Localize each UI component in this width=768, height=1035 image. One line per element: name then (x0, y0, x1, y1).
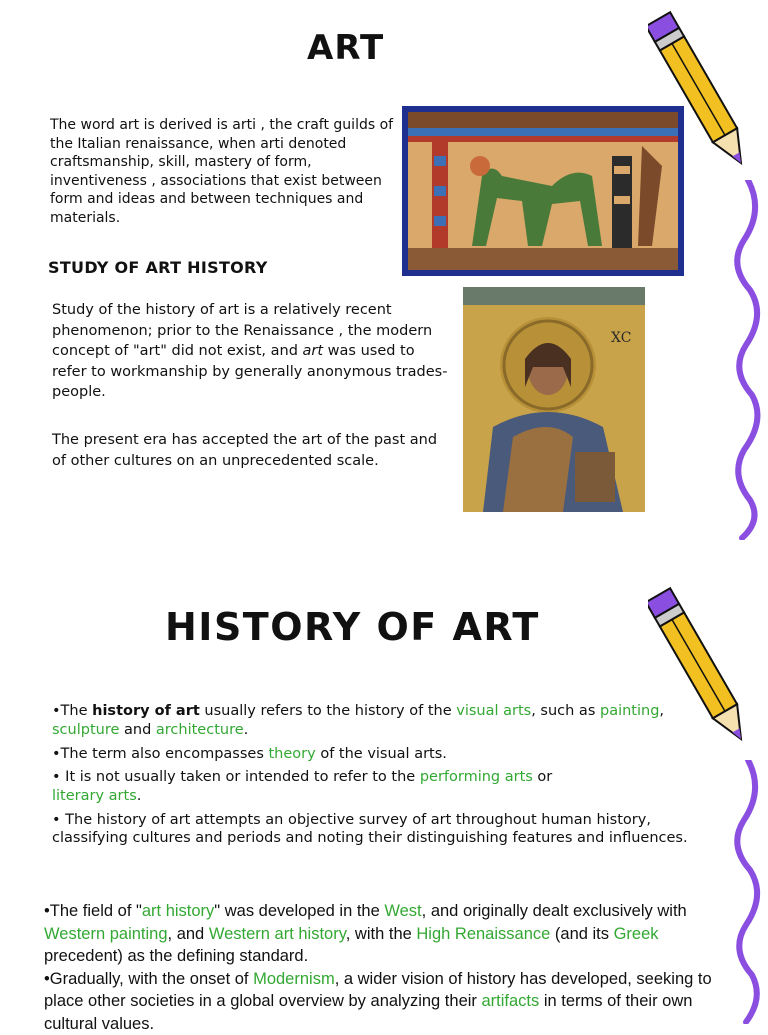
squiggle-decoration (728, 180, 768, 540)
mosaic-inscription: XC (611, 330, 632, 346)
slide1-title: ART (307, 28, 385, 68)
present-era-paragraph: The present era has accepted the art of the past and of other cultures on an unprecedented scale. (52, 432, 438, 469)
squiggle-decoration (728, 760, 768, 1024)
pencil-icon (648, 578, 752, 758)
study-subheading: STUDY OF ART HISTORY (48, 258, 268, 277)
byzantine-mosaic-image (463, 287, 645, 512)
bullet-performing-arts: • It is not usually taken or intended to refer to the performing arts or literary arts. (52, 769, 553, 804)
study-paragraph: Study of the history of art is a relatively recent phenomenon; prior to the Renaissance , the modern concept of "art" did not exist, and art was used to refer to workmanship by generally anonymous trades-people. (52, 302, 448, 400)
egyptian-painting-image (402, 106, 684, 276)
slide2-title: HISTORY OF ART (165, 605, 540, 649)
bullet-theory: •The term also encompasses theory of the visual arts. (52, 746, 447, 762)
bullet-history-of-art: •The history of art usually refers to the history of the visual arts, such as painting, sculpture and architecture. (52, 703, 665, 738)
intro-paragraph: The word art is derived is arti , the craft guilds of the Italian renaissance, when arti denoted craftsmanship, skill, mastery of form, inventiveness , associations that exist between form and ideas and between techniques and materials. (50, 117, 394, 226)
field-of-art-history-paragraph: •The field of "art history" was developed in the West, and originally dealt exclusively with Western painting, and Western art history, with the High Renaissance (and its Greek precedent) as the defining standard. •Gradually, with the onset of Modernism, a wider vision of history has developed, seeking to place other societies in a global overview by analyzing their artifacts in terms of their own cultural values. (44, 902, 712, 1033)
bullet-objective-survey: • The history of art attempts an objective survey of art throughout human history, classifying cultures and periods and noting their distinguishing features and influences. (52, 812, 688, 846)
pencil-icon (648, 2, 752, 182)
